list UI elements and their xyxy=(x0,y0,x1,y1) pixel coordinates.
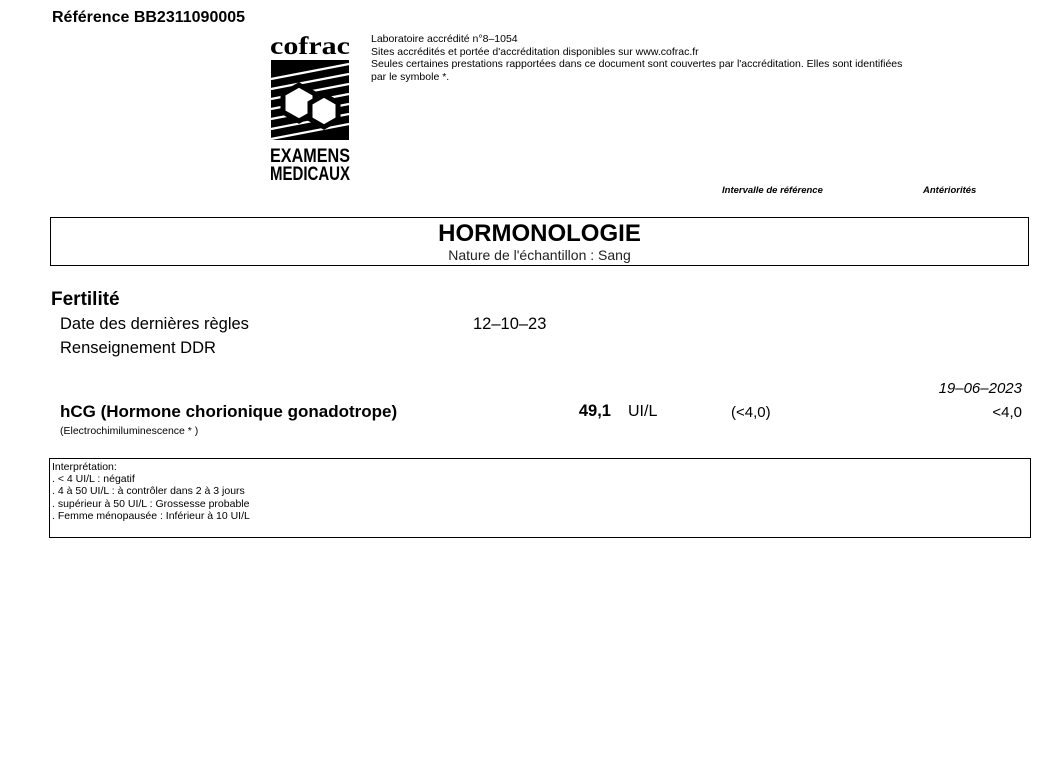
hcg-result-value: 49,1 xyxy=(578,402,611,420)
interpretation-line: Interprétation: xyxy=(52,461,117,473)
fertility-title: Fertilité xyxy=(51,289,120,310)
sample-nature: Nature de l'échantillon : Sang xyxy=(448,247,631,263)
hcg-reference-interval: (<4,0) xyxy=(731,404,771,421)
logo-line2: MEDICAUX xyxy=(270,164,351,185)
interpretation-line: . Femme ménopausée : Inférieur à 10 UI/L xyxy=(52,509,250,522)
hcg-test-name: hCG (Hormone chorionique gonadotrope) xyxy=(60,402,398,421)
prior-result-date: 19–06–2023 xyxy=(938,380,1022,397)
hcg-prior-value: <4,0 xyxy=(992,404,1022,421)
report-reference: Référence BB2311090005 xyxy=(52,9,246,26)
section-header-box xyxy=(50,217,1029,266)
last-period-value: 12–10–23 xyxy=(473,315,547,333)
hcg-test-method: (Electrochimiluminescence * ) xyxy=(60,425,199,437)
last-period-label: Date des dernières règles xyxy=(60,315,249,333)
section-title: HORMONOLOGIE xyxy=(438,220,641,247)
interpretation-line: . 4 à 50 UI/L : à contrôler dans 2 à 3 jours xyxy=(52,485,245,498)
accreditation-line: Seules certaines prestations rapportées dans ce document sont couvertes par l'accréditation. Elles sont identifiées xyxy=(371,58,903,70)
column-header-prior-results: Antériorités xyxy=(923,185,977,196)
interpretation-box xyxy=(49,458,1031,538)
cofrac-logo xyxy=(268,33,352,183)
accreditation-notice xyxy=(371,33,1031,83)
accreditation-line: Laboratoire accrédité n°8–1054 xyxy=(371,33,518,45)
logo-brand: cofrac xyxy=(270,33,350,60)
hcg-result-unit: UI/L xyxy=(628,403,658,420)
accreditation-line: Sites accrédités et portée d'accréditation disponibles sur www.cofrac.fr xyxy=(371,45,699,58)
logo-line1: EXAMENS xyxy=(270,146,350,167)
interpretation-line: . supérieur à 50 UI/L : Grossesse probable xyxy=(52,497,250,510)
interpretation-line: . < 4 UI/L : négatif xyxy=(52,473,135,486)
accreditation-line: par le symbole *. xyxy=(371,70,450,83)
column-header-reference-interval: Intervalle de référence xyxy=(722,185,823,196)
cofrac-examens-medicaux-logo-icon xyxy=(268,33,352,183)
ddr-info-label: Renseignement DDR xyxy=(60,339,216,357)
